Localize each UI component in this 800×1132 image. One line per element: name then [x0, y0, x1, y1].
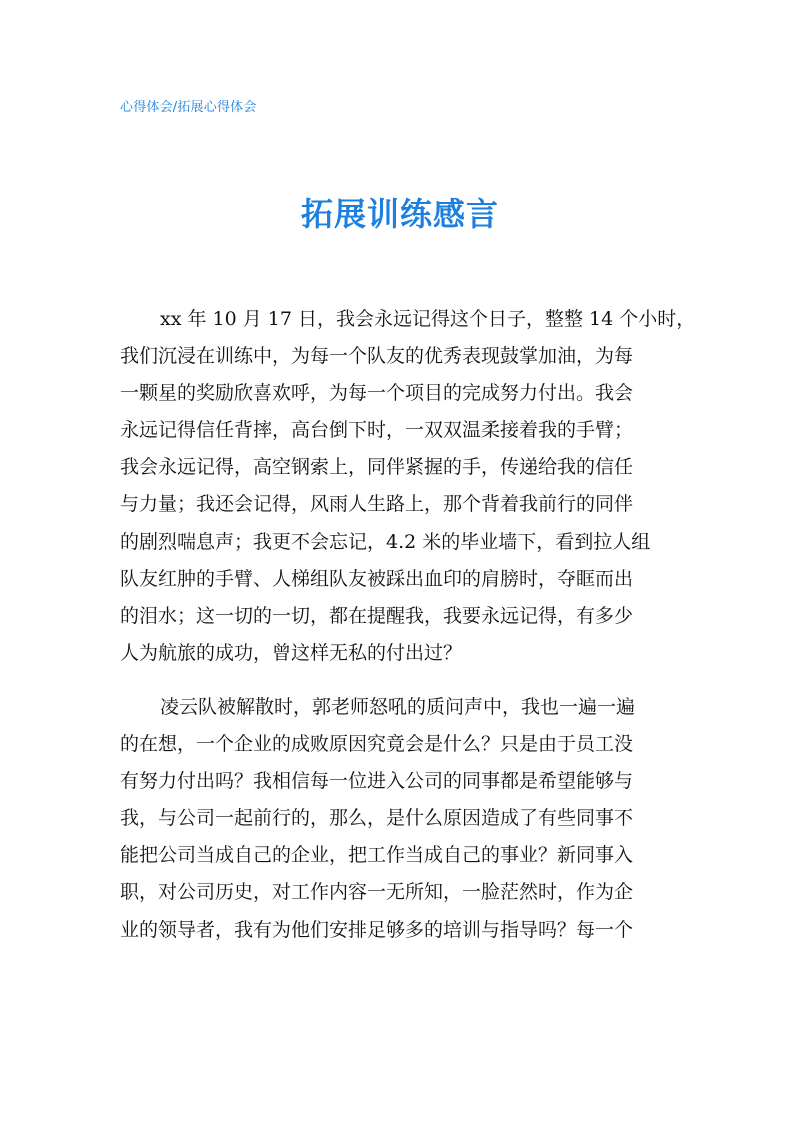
text-line: 一颗星的奖励欣喜欢呼，为每一个项目的完成努力付出。我会: [120, 382, 634, 405]
text-line: 凌云队被解散时，郭老师怒吼的质问声中，我也一遍一遍: [160, 695, 636, 718]
text-line: 永远记得信任背摔，高台倒下时，一双双温柔接着我的手臂；: [120, 419, 634, 442]
text-line: 的泪水；这一切的一切，都在提醒我，我要永远记得，有多少: [120, 604, 634, 627]
text-line: 我们沉浸在训练中，为每一个队友的优秀表现鼓掌加油，为每: [120, 345, 634, 368]
text-line: 有努力付出吗？我相信每一位进入公司的同事都是希望能够与: [120, 770, 634, 793]
paragraph-1: [120, 301, 696, 672]
text-line: 人为航旅的成功，曾这样无私的付出过？: [120, 641, 463, 664]
text-line: 我会永远记得，高空钢索上，同伴紧握的手，传递给我的信任: [120, 456, 634, 479]
breadcrumb[interactable]: 心得体会/拓展心得体会: [120, 100, 257, 115]
text-line: 职，对公司历史，对工作内容一无所知，一脸茫然时，作为企: [120, 881, 634, 904]
text-line: 与力量；我还会记得，风雨人生路上，那个背着我前行的同伴: [120, 493, 634, 516]
text-line: 的在想，一个企业的成败原因究竟会是什么？只是由于员工没: [120, 733, 634, 756]
paragraph-2: [120, 689, 684, 949]
paragraph-gap: [120, 672, 684, 689]
text-line: 业的领导者，我有为他们安排足够多的培训与指导吗？每一个: [120, 918, 634, 941]
text-line: 队友红肿的手臂、人梯组队友被踩出血印的肩膀时，夺眶而出: [120, 567, 634, 590]
text-line: 我，与公司一起前行的，那么，是什么原因造成了有些同事不: [120, 807, 634, 830]
article-body: [120, 301, 696, 949]
text-line: 的剧烈喘息声；我更不会忘记，4.2 米的毕业墙下，看到拉人组: [120, 530, 651, 553]
text-line: xx 年 10 月 17 日，我会永远记得这个日子，整整 14 个小时，: [160, 308, 696, 330]
page-title: 拓展训练感言: [300, 195, 499, 233]
text-line: 能把公司当成自己的企业，把工作当成自己的事业？新同事入: [120, 844, 634, 867]
